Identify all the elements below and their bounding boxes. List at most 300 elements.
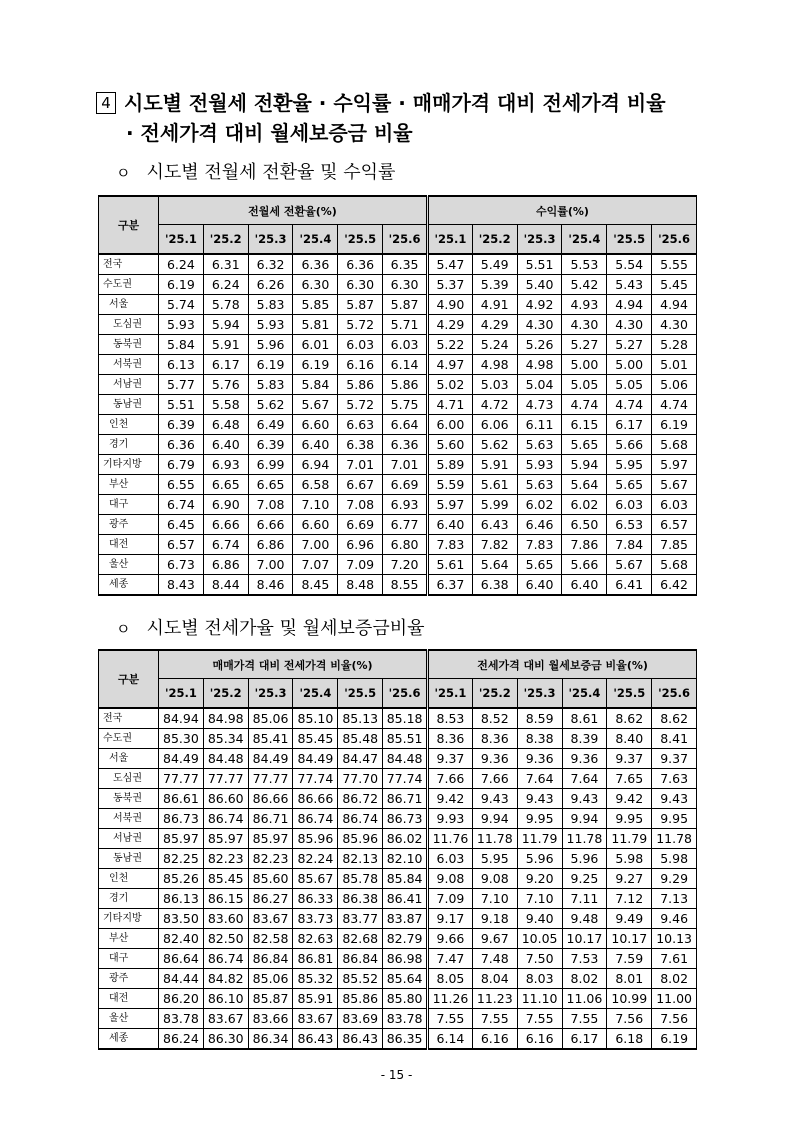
- month-header: '25.3: [248, 225, 293, 255]
- value-cell: 85.06: [248, 969, 293, 989]
- value-cell: 6.94: [293, 455, 338, 475]
- value-cell: 84.49: [248, 749, 293, 769]
- region-label: 동남권: [99, 395, 159, 415]
- value-cell: 10.99: [607, 989, 652, 1009]
- value-cell: 85.30: [159, 729, 204, 749]
- value-cell: 8.59: [517, 708, 562, 729]
- value-cell: 7.20: [383, 555, 428, 575]
- value-cell: 7.66: [428, 769, 473, 789]
- month-header-row: [99, 225, 697, 255]
- value-cell: 85.97: [203, 829, 248, 849]
- value-cell: 86.60: [203, 789, 248, 809]
- value-cell: 9.42: [428, 789, 473, 809]
- value-cell: 86.10: [203, 989, 248, 1009]
- value-cell: 7.12: [607, 889, 652, 909]
- value-cell: 5.47: [427, 254, 472, 275]
- value-cell: 5.96: [562, 849, 607, 869]
- value-cell: 9.37: [428, 749, 473, 769]
- value-cell: 9.67: [472, 929, 517, 949]
- value-cell: 85.96: [338, 829, 383, 849]
- region-label: 도심권: [99, 769, 159, 789]
- value-cell: 77.77: [248, 769, 293, 789]
- value-cell: 86.41: [383, 889, 428, 909]
- value-cell: 9.43: [472, 789, 517, 809]
- value-cell: 5.87: [338, 295, 383, 315]
- value-cell: 83.78: [383, 1009, 428, 1029]
- section-number-box: 4: [96, 92, 116, 114]
- row-header: 구분: [99, 196, 159, 254]
- value-cell: 5.85: [293, 295, 338, 315]
- value-cell: 5.00: [607, 355, 652, 375]
- value-cell: 6.06: [472, 415, 517, 435]
- value-cell: 85.32: [293, 969, 338, 989]
- value-cell: 5.42: [562, 275, 607, 295]
- value-cell: 82.23: [203, 849, 248, 869]
- value-cell: 6.17: [607, 415, 652, 435]
- value-cell: 8.03: [517, 969, 562, 989]
- value-cell: 5.43: [607, 275, 652, 295]
- value-cell: 9.36: [472, 749, 517, 769]
- value-cell: 4.72: [472, 395, 517, 415]
- value-cell: 6.40: [517, 575, 562, 596]
- table-row: [99, 749, 697, 769]
- value-cell: 5.64: [562, 475, 607, 495]
- value-cell: 83.67: [248, 909, 293, 929]
- value-cell: 86.74: [203, 809, 248, 829]
- value-cell: 7.00: [248, 555, 293, 575]
- value-cell: 5.55: [652, 254, 697, 275]
- value-cell: 5.66: [607, 435, 652, 455]
- value-cell: 82.23: [248, 849, 293, 869]
- value-cell: 4.74: [562, 395, 607, 415]
- bullet-icon: ㅇ: [116, 164, 131, 182]
- value-cell: 83.67: [203, 1009, 248, 1029]
- value-cell: 85.97: [248, 829, 293, 849]
- value-cell: 5.72: [338, 315, 383, 335]
- value-cell: 84.49: [293, 749, 338, 769]
- group-header-yield: 수익률(%): [427, 196, 696, 225]
- value-cell: 6.36: [293, 254, 338, 275]
- value-cell: 5.65: [607, 475, 652, 495]
- value-cell: 86.73: [383, 809, 428, 829]
- value-cell: 8.62: [652, 708, 697, 729]
- value-cell: 6.67: [338, 475, 383, 495]
- value-cell: 8.44: [203, 575, 248, 596]
- region-label: 서울: [99, 749, 159, 769]
- value-cell: 6.02: [517, 495, 562, 515]
- value-cell: 7.08: [338, 495, 383, 515]
- value-cell: 7.01: [338, 455, 383, 475]
- value-cell: 5.84: [293, 375, 338, 395]
- value-cell: 6.86: [203, 555, 248, 575]
- value-cell: 8.55: [383, 575, 428, 596]
- table1-subtitle-row: [116, 158, 395, 184]
- value-cell: 6.73: [159, 555, 204, 575]
- value-cell: 8.48: [338, 575, 383, 596]
- value-cell: 5.96: [517, 849, 562, 869]
- value-cell: 7.63: [652, 769, 697, 789]
- value-cell: 9.40: [517, 909, 562, 929]
- value-cell: 6.03: [428, 849, 473, 869]
- value-cell: 4.74: [607, 395, 652, 415]
- value-cell: 86.73: [159, 809, 204, 829]
- value-cell: 83.73: [293, 909, 338, 929]
- month-header: '25.6: [383, 225, 428, 255]
- value-cell: 8.46: [248, 575, 293, 596]
- value-cell: 9.43: [517, 789, 562, 809]
- table-body: [99, 708, 697, 1049]
- value-cell: 5.94: [203, 315, 248, 335]
- value-cell: 5.06: [652, 375, 697, 395]
- table-row: [99, 1009, 697, 1029]
- value-cell: 6.30: [383, 275, 428, 295]
- value-cell: 6.86: [248, 535, 293, 555]
- value-cell: 9.94: [562, 809, 607, 829]
- value-cell: 82.50: [203, 929, 248, 949]
- value-cell: 4.74: [652, 395, 697, 415]
- value-cell: 7.11: [562, 889, 607, 909]
- value-cell: 9.43: [562, 789, 607, 809]
- value-cell: 4.30: [562, 315, 607, 335]
- value-cell: 86.02: [383, 829, 428, 849]
- value-cell: 7.55: [472, 1009, 517, 1029]
- value-cell: 6.65: [203, 475, 248, 495]
- value-cell: 6.24: [203, 275, 248, 295]
- month-header: '25.4: [293, 225, 338, 255]
- value-cell: 8.39: [562, 729, 607, 749]
- value-cell: 86.24: [159, 1029, 204, 1050]
- section-title-line2: · 전세가격 대비 월세보증금 비율: [126, 121, 413, 145]
- value-cell: 5.87: [383, 295, 428, 315]
- value-cell: 82.63: [293, 929, 338, 949]
- value-cell: 6.36: [159, 435, 204, 455]
- value-cell: 6.69: [338, 515, 383, 535]
- value-cell: 4.30: [517, 315, 562, 335]
- value-cell: 77.77: [159, 769, 204, 789]
- value-cell: 5.49: [472, 254, 517, 275]
- value-cell: 5.51: [159, 395, 204, 415]
- value-cell: 8.05: [428, 969, 473, 989]
- table-row: [99, 435, 697, 455]
- value-cell: 8.41: [652, 729, 697, 749]
- value-cell: 9.27: [607, 869, 652, 889]
- value-cell: 86.66: [293, 789, 338, 809]
- value-cell: 8.02: [652, 969, 697, 989]
- value-cell: 84.94: [159, 708, 204, 729]
- value-cell: 5.94: [562, 455, 607, 475]
- table-row: [99, 989, 697, 1009]
- value-cell: 6.38: [472, 575, 517, 596]
- value-cell: 4.91: [472, 295, 517, 315]
- value-cell: 5.67: [652, 475, 697, 495]
- table-row: [99, 535, 697, 555]
- month-header: '25.3: [517, 679, 562, 709]
- value-cell: 7.10: [517, 889, 562, 909]
- value-cell: 5.37: [427, 275, 472, 295]
- value-cell: 82.13: [338, 849, 383, 869]
- value-cell: 83.77: [338, 909, 383, 929]
- value-cell: 5.97: [652, 455, 697, 475]
- value-cell: 7.65: [607, 769, 652, 789]
- value-cell: 9.29: [652, 869, 697, 889]
- region-label: 광주: [99, 515, 159, 535]
- value-cell: 5.61: [472, 475, 517, 495]
- value-cell: 9.17: [428, 909, 473, 929]
- value-cell: 5.54: [607, 254, 652, 275]
- value-cell: 7.66: [472, 769, 517, 789]
- value-cell: 10.05: [517, 929, 562, 949]
- value-cell: 4.29: [427, 315, 472, 335]
- value-cell: 9.46: [652, 909, 697, 929]
- month-header: '25.2: [203, 225, 248, 255]
- value-cell: 5.63: [517, 435, 562, 455]
- row-header: 구분: [99, 650, 159, 708]
- value-cell: 8.04: [472, 969, 517, 989]
- value-cell: 84.48: [203, 749, 248, 769]
- value-cell: 8.38: [517, 729, 562, 749]
- value-cell: 9.43: [652, 789, 697, 809]
- month-header: '25.1: [428, 679, 473, 709]
- month-header: '25.4: [562, 225, 607, 255]
- value-cell: 6.40: [203, 435, 248, 455]
- value-cell: 85.67: [293, 869, 338, 889]
- table-row: [99, 809, 697, 829]
- value-cell: 85.87: [248, 989, 293, 1009]
- value-cell: 5.00: [562, 355, 607, 375]
- value-cell: 6.60: [293, 515, 338, 535]
- value-cell: 4.29: [472, 315, 517, 335]
- value-cell: 5.66: [562, 555, 607, 575]
- value-cell: 6.36: [338, 254, 383, 275]
- value-cell: 6.43: [472, 515, 517, 535]
- value-cell: 5.01: [652, 355, 697, 375]
- value-cell: 86.74: [293, 809, 338, 829]
- value-cell: 84.98: [203, 708, 248, 729]
- value-cell: 5.67: [607, 555, 652, 575]
- value-cell: 7.48: [472, 949, 517, 969]
- region-label: 광주: [99, 969, 159, 989]
- value-cell: 6.57: [159, 535, 204, 555]
- value-cell: 5.58: [203, 395, 248, 415]
- group-header-jeonse-to-sale-ratio: 매매가격 대비 전세가격 비율(%): [159, 650, 428, 679]
- value-cell: 4.92: [517, 295, 562, 315]
- value-cell: 6.66: [203, 515, 248, 535]
- month-header: '25.5: [338, 679, 383, 709]
- value-cell: 86.43: [293, 1029, 338, 1050]
- value-cell: 86.81: [293, 949, 338, 969]
- value-cell: 6.03: [383, 335, 428, 355]
- value-cell: 4.97: [427, 355, 472, 375]
- value-cell: 5.60: [427, 435, 472, 455]
- value-cell: 6.19: [293, 355, 338, 375]
- value-cell: 85.10: [293, 708, 338, 729]
- table2-subtitle-row: [116, 614, 424, 640]
- value-cell: 9.37: [652, 749, 697, 769]
- region-label: 전국: [99, 708, 159, 729]
- value-cell: 77.70: [338, 769, 383, 789]
- value-cell: 7.83: [427, 535, 472, 555]
- value-cell: 9.18: [472, 909, 517, 929]
- value-cell: 85.84: [383, 869, 428, 889]
- value-cell: 86.71: [383, 789, 428, 809]
- value-cell: 6.96: [338, 535, 383, 555]
- value-cell: 5.64: [472, 555, 517, 575]
- region-label: 대구: [99, 495, 159, 515]
- value-cell: 85.45: [203, 869, 248, 889]
- value-cell: 8.52: [472, 708, 517, 729]
- value-cell: 5.81: [293, 315, 338, 335]
- value-cell: 6.16: [517, 1029, 562, 1050]
- value-cell: 86.66: [248, 789, 293, 809]
- value-cell: 86.98: [383, 949, 428, 969]
- jeonse-ratio-table: [98, 649, 697, 1050]
- month-header: '25.5: [607, 679, 652, 709]
- value-cell: 85.80: [383, 989, 428, 1009]
- value-cell: 7.53: [562, 949, 607, 969]
- value-cell: 7.47: [428, 949, 473, 969]
- value-cell: 9.93: [428, 809, 473, 829]
- value-cell: 5.71: [383, 315, 428, 335]
- value-cell: 5.72: [338, 395, 383, 415]
- value-cell: 6.50: [562, 515, 607, 535]
- region-label: 인천: [99, 869, 159, 889]
- value-cell: 9.42: [607, 789, 652, 809]
- value-cell: 85.45: [293, 729, 338, 749]
- value-cell: 6.93: [203, 455, 248, 475]
- value-cell: 7.50: [517, 949, 562, 969]
- table2-subtitle: 시도별 전세가율 및 월세보증금비율: [146, 618, 425, 639]
- value-cell: 7.86: [562, 535, 607, 555]
- value-cell: 5.45: [652, 275, 697, 295]
- value-cell: 5.96: [248, 335, 293, 355]
- value-cell: 7.64: [562, 769, 607, 789]
- value-cell: 5.93: [248, 315, 293, 335]
- value-cell: 9.66: [428, 929, 473, 949]
- value-cell: 5.93: [159, 315, 204, 335]
- value-cell: 6.30: [338, 275, 383, 295]
- value-cell: 5.68: [652, 435, 697, 455]
- value-cell: 77.74: [293, 769, 338, 789]
- value-cell: 86.43: [338, 1029, 383, 1050]
- table-row: [99, 315, 697, 335]
- value-cell: 5.98: [607, 849, 652, 869]
- page-number: - 15 -: [380, 1068, 413, 1082]
- table-row: [99, 455, 697, 475]
- value-cell: 6.19: [248, 355, 293, 375]
- value-cell: 8.61: [562, 708, 607, 729]
- value-cell: 7.61: [652, 949, 697, 969]
- value-cell: 6.00: [427, 415, 472, 435]
- table-row: [99, 415, 697, 435]
- value-cell: 6.19: [652, 1029, 697, 1050]
- value-cell: 8.36: [428, 729, 473, 749]
- table-row: [99, 555, 697, 575]
- value-cell: 11.10: [517, 989, 562, 1009]
- value-cell: 6.03: [338, 335, 383, 355]
- value-cell: 6.38: [338, 435, 383, 455]
- table-row: [99, 708, 697, 729]
- value-cell: 85.86: [338, 989, 383, 1009]
- value-cell: 6.57: [652, 515, 697, 535]
- group-header-conversion-rate: 전월세 전환율(%): [159, 196, 428, 225]
- value-cell: 7.55: [517, 1009, 562, 1029]
- value-cell: 9.48: [562, 909, 607, 929]
- value-cell: 6.74: [203, 535, 248, 555]
- value-cell: 7.82: [472, 535, 517, 555]
- value-cell: 6.40: [293, 435, 338, 455]
- value-cell: 85.13: [338, 708, 383, 729]
- value-cell: 7.55: [562, 1009, 607, 1029]
- region-label: 인천: [99, 415, 159, 435]
- value-cell: 5.98: [652, 849, 697, 869]
- value-cell: 9.95: [607, 809, 652, 829]
- value-cell: 5.65: [517, 555, 562, 575]
- value-cell: 5.62: [248, 395, 293, 415]
- region-label: 경기: [99, 435, 159, 455]
- value-cell: 86.84: [248, 949, 293, 969]
- value-cell: 85.78: [338, 869, 383, 889]
- value-cell: 84.82: [203, 969, 248, 989]
- value-cell: 84.47: [338, 749, 383, 769]
- value-cell: 9.95: [517, 809, 562, 829]
- value-cell: 11.76: [428, 829, 473, 849]
- value-cell: 86.33: [293, 889, 338, 909]
- region-label: 동북권: [99, 335, 159, 355]
- value-cell: 5.75: [383, 395, 428, 415]
- value-cell: 6.39: [159, 415, 204, 435]
- value-cell: 5.83: [248, 295, 293, 315]
- value-cell: 10.13: [652, 929, 697, 949]
- value-cell: 9.20: [517, 869, 562, 889]
- value-cell: 5.95: [607, 455, 652, 475]
- region-label: 부산: [99, 929, 159, 949]
- value-cell: 5.63: [517, 475, 562, 495]
- value-cell: 86.38: [338, 889, 383, 909]
- table-row: [99, 769, 697, 789]
- region-label: 동남권: [99, 849, 159, 869]
- value-cell: 6.40: [427, 515, 472, 535]
- value-cell: 86.35: [383, 1029, 428, 1050]
- value-cell: 4.94: [607, 295, 652, 315]
- value-cell: 7.59: [607, 949, 652, 969]
- value-cell: 8.40: [607, 729, 652, 749]
- value-cell: 5.74: [159, 295, 204, 315]
- value-cell: 11.26: [428, 989, 473, 1009]
- value-cell: 6.63: [338, 415, 383, 435]
- value-cell: 8.45: [293, 575, 338, 596]
- value-cell: 5.65: [562, 435, 607, 455]
- value-cell: 11.23: [472, 989, 517, 1009]
- value-cell: 5.76: [203, 375, 248, 395]
- value-cell: 8.02: [562, 969, 607, 989]
- value-cell: 6.02: [562, 495, 607, 515]
- table-row: [99, 929, 697, 949]
- value-cell: 6.48: [203, 415, 248, 435]
- value-cell: 11.78: [472, 829, 517, 849]
- value-cell: 4.30: [607, 315, 652, 335]
- month-header-row: [99, 679, 697, 709]
- value-cell: 5.27: [562, 335, 607, 355]
- month-header: '25.6: [652, 679, 697, 709]
- region-label: 부산: [99, 475, 159, 495]
- value-cell: 5.22: [427, 335, 472, 355]
- value-cell: 85.64: [383, 969, 428, 989]
- value-cell: 85.48: [338, 729, 383, 749]
- table-row: [99, 949, 697, 969]
- table-row: [99, 355, 697, 375]
- value-cell: 83.67: [293, 1009, 338, 1029]
- value-cell: 82.40: [159, 929, 204, 949]
